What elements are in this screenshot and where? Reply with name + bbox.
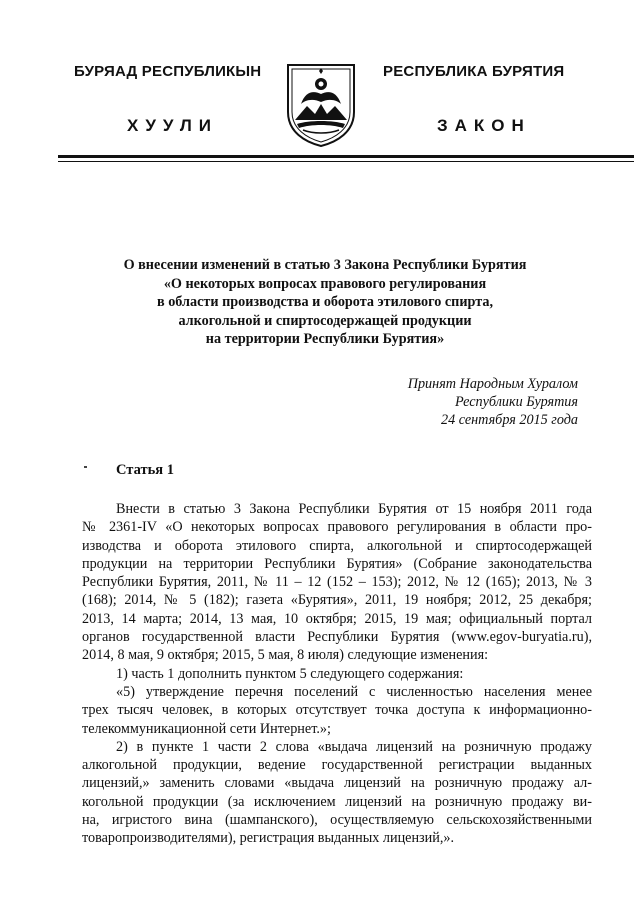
body-line: № 2361-IV «О некоторых вопросах правового регулирования в области про- <box>82 519 592 536</box>
body-line: изводства и оборота этилового спирта, алкогольной и спиртосодержащей <box>82 537 592 554</box>
body-line: «5) утверждение перечня поселений с численностью населения менее <box>116 683 592 700</box>
article-heading: Статья 1 <box>116 462 174 478</box>
body-line: Республики Бурятия, 2011, № 11 – 12 (152 – 153); 2012, № 12 (165); 2013, № 3 <box>82 574 592 591</box>
coat-of-arms-emblem-icon <box>285 62 357 148</box>
adoption-date: 24 сентября 2015 года <box>440 412 578 428</box>
body-line: телекоммуникационной сети Интернет.»; <box>82 720 331 737</box>
doc-type-russian: ЗАКОН <box>437 116 531 135</box>
body-line: 1) часть 1 дополнить пунктом 5 следующего содержания: <box>116 665 464 682</box>
body-line: на, игристого вина (шампанского), осуществляемую сельскохозяйственными <box>82 812 592 829</box>
body-line: 2014, 8 мая, 9 октября; 2015, 5 мая, 8 июля) следующие изменения: <box>82 647 489 664</box>
law-title-line: алкогольной и спиртосодержащей продукции <box>178 312 472 329</box>
body-line: трех тысяч человек, в которых отсутствует точка доступа к информационно- <box>82 702 592 719</box>
body-line: когольной продукции (за исключением лицензий на розничную продажу ви- <box>82 793 592 810</box>
doc-type-buryat: ХУУЛИ <box>127 116 218 135</box>
adoption-note <box>408 375 578 429</box>
header-right-name: РЕСПУБЛИКА БУРЯТИЯ <box>383 63 565 80</box>
adoption-line: Республики Бурятия <box>454 394 578 410</box>
body-line: 2) в пункте 1 части 2 слова «выдача лицензий на розничную продажу <box>116 738 592 755</box>
body-line: 2013, 14 марта; 2014, 13 мая, 10 октября; 2015, 19 мая; официальный портал <box>82 610 592 627</box>
body-line: продукции на территории Республики Бурятия» (Собрание законодательства <box>82 555 592 572</box>
article-body <box>82 500 592 848</box>
body-line: товаропроизводителями), регистрация выданных лицензий,». <box>82 830 455 847</box>
header-divider-thin <box>58 161 634 162</box>
body-line: (168); 2014, № 5 (182); газета «Бурятия», 2011, 19 ноября; 2012, 25 декабря; <box>82 592 592 609</box>
law-title <box>90 256 560 349</box>
law-title-line: в области производства и оборота этилового спирта, <box>156 294 493 310</box>
body-line: алкогольной продукции, ведение государственной регистрации выданных <box>82 757 592 774</box>
law-title-line: на территории Республики Бурятия» <box>205 331 445 347</box>
scan-speck <box>84 466 87 468</box>
header-left-name: БУРЯАД РЕСПУБЛИКЫН <box>74 63 262 80</box>
header-divider-thick <box>58 155 634 158</box>
adoption-line: Принят Народным Хуралом <box>407 376 578 392</box>
law-title-line: О внесении изменений в статью 3 Закона Республики Бурятия <box>123 257 527 273</box>
body-line: органов государственной власти Республики Бурятия (www.egov-buryatia.ru), <box>82 629 592 646</box>
law-title-line: «О некоторых вопросах правового регулирования <box>163 275 487 292</box>
body-line: Внести в статью 3 Закона Республики Бурятия от 15 ноября 2011 года <box>116 501 592 517</box>
body-line: лицензий,» заменить словами «выдача лицензий на розничную продажу ал- <box>82 775 592 792</box>
